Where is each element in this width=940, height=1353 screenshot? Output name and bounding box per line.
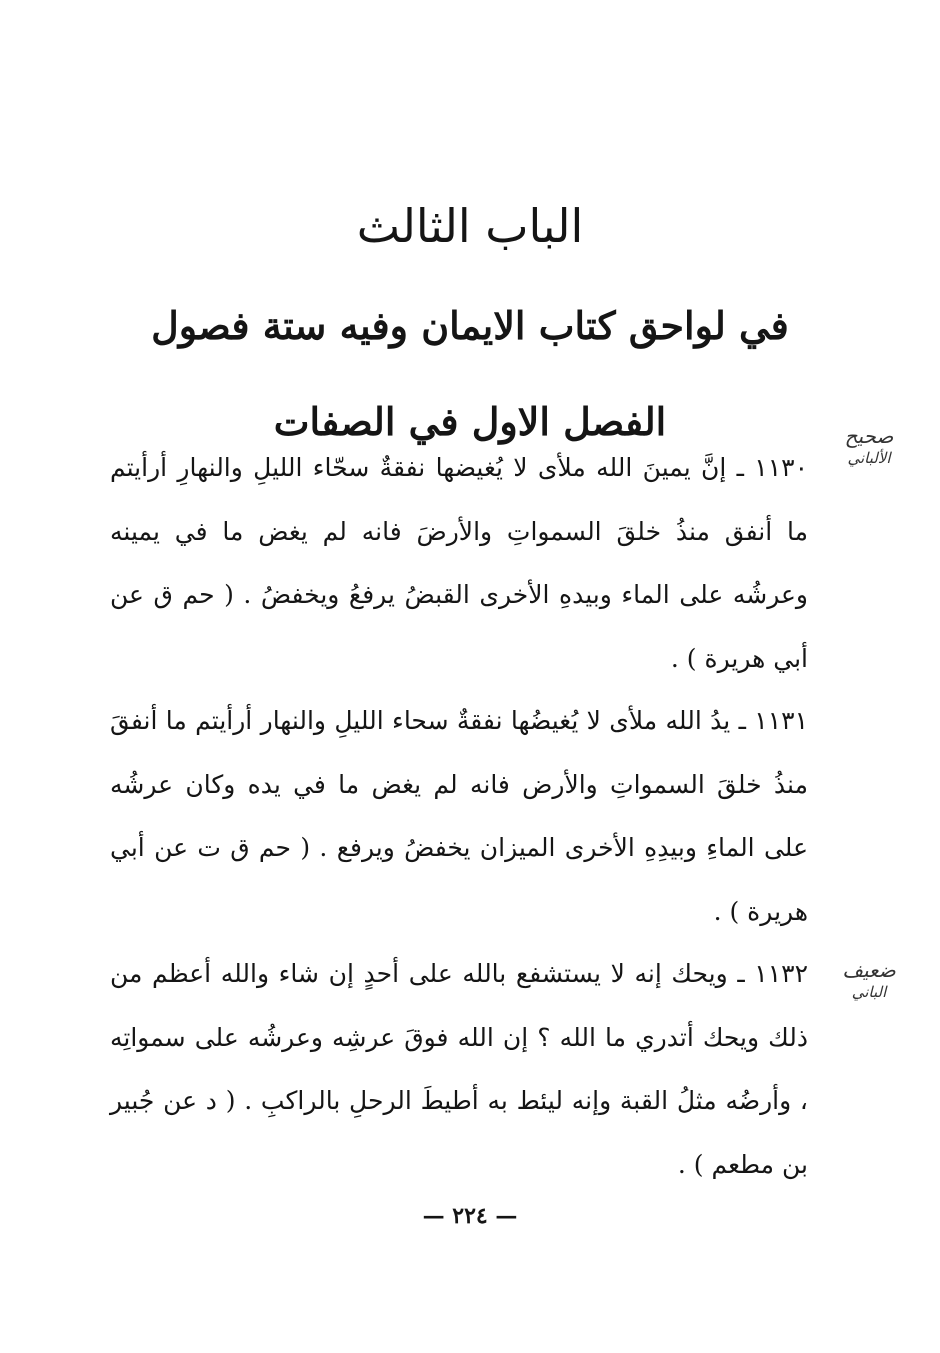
- hadith-text: إنَّ يمينَ الله ملأى لا يُغيضها نفقةٌ سحّاء الليلِ والنهارِ أرأيتم ما أنفق منذُ خلقَ السمواتِ والأرضَ فانه لم يغض ما في يمينه وعرشُه على الماء وبيدهِ الأخرى القبضُ يرفعُ ويخفضُ . ( حم ق عن أبي هريرة ) .: [110, 453, 808, 673]
- hadith-text: ويحك إنه لا يستشفع بالله على أحدٍ إن شاء والله أعظم من ذلك ويحك أتدري ما الله ؟ إن الله فوقَ عرشِه وعرشُه على سمواتِه ، وأرضُه مثلُ القبة وإنه ليئط به أطيطَ الرحلِ بالراكبِ . ( د عن جُبير بن مطعم ) .: [110, 959, 808, 1179]
- margin-grade-note: [826, 424, 912, 468]
- hadith-number: ١١٣٠: [754, 453, 809, 482]
- page-number: — ٢٢٤ —: [422, 1203, 518, 1229]
- hadith-paragraph: ١١٣٢ ـ ويحك إنه لا يستشفع بالله على أحدٍ إن شاء والله أعظم من ذلك ويحك أتدري ما الله ؟ إن الله فوقَ عرشِه وعرشُه على سمواتِه ، وأرضُه مثلُ القبة وإنه ليئط به أطيطَ الرحلِ بالراكبِ . ( د عن جُبير بن مطعم ) .: [110, 959, 809, 1179]
- hadith-number: ١١٣١: [754, 706, 808, 735]
- hadith-paragraph: ١١٣١ ـ يدُ الله ملأى لا يُغيضُها نفقةٌ سحاء الليلِ والنهار أرأيتم ما أنفقَ منذُ خلقَ السمواتِ والأرض فانه لم يغض ما في يده وكان عرشُه على الماءِ وبيدِهِ الأخرى الميزان يخفضُ ويرفع . ( حم ق ت عن أبي هريرة ) .: [110, 706, 808, 926]
- chapter-title: الباب الثالث: [356, 198, 584, 253]
- hadith-number: ١١٣٢: [754, 959, 809, 988]
- chapter-subtitle: في لواحق كتاب الايمان وفيه ستة فصول: [151, 302, 789, 348]
- grade-source: الباني: [851, 983, 887, 1001]
- grade-label: صحيح: [844, 424, 894, 448]
- hadith-paragraph: ١١٣٠ ـ إنَّ يمينَ الله ملأى لا يُغيضها نفقةٌ سحّاء الليلِ والنهارِ أرأيتم ما أنفق منذُ خلقَ السمواتِ والأرضَ فانه لم يغض ما في يمينه وعرشُه على الماء وبيدهِ الأخرى القبضُ يرفعُ ويخفضُ . ( حم ق عن أبي هريرة ) .: [110, 453, 809, 673]
- grade-source: الألباني: [847, 449, 891, 467]
- margin-grade-note: [826, 958, 912, 1002]
- grade-label: ضعيف: [842, 958, 896, 982]
- section-title: الفصل الاول في الصفات: [273, 399, 667, 444]
- hadith-text: يدُ الله ملأى لا يُغيضُها نفقةٌ سحاء الليلِ والنهار أرأيتم ما أنفقَ منذُ خلقَ السمواتِ والأرض فانه لم يغض ما في يده وكان عرشُه على الماءِ وبيدِهِ الأخرى الميزان يخفضُ ويرفع . ( حم ق ت عن أبي هريرة ) .: [110, 706, 808, 926]
